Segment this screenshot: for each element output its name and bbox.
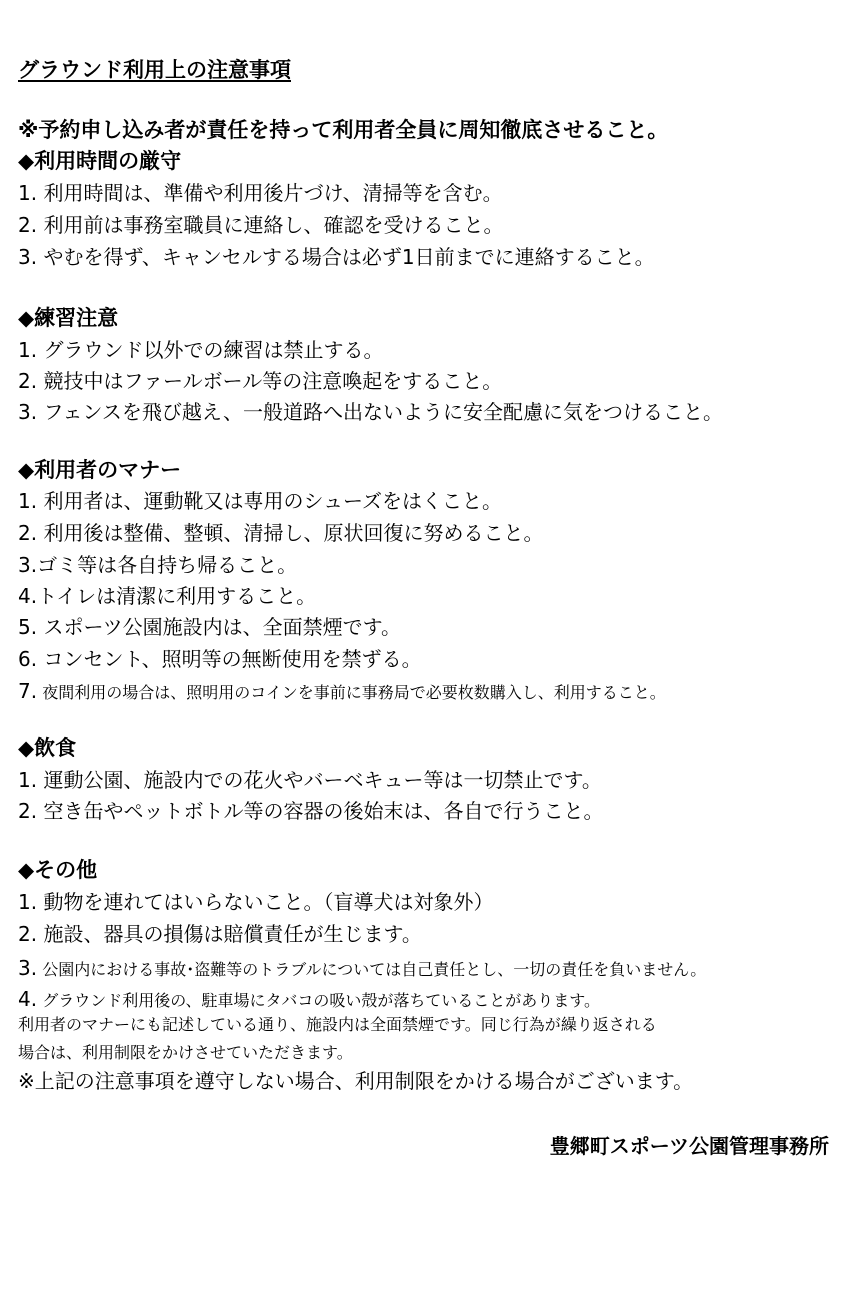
section-heading-usage-time: ◆利用時間の厳守 <box>18 149 182 173</box>
item-number: 3. <box>18 245 38 269</box>
item-text: スポーツ公園施設内は、全面禁煙です。 <box>43 615 402 639</box>
item-text: フェンスを飛び越え、一般道路へ出ないように安全配慮に気をつけること。 <box>43 400 724 424</box>
note-line: 利用者のマナーにも記述している通り、施設内は全面禁煙です。同じ行為が繰り返される <box>18 1015 657 1034</box>
list-item <box>18 892 493 912</box>
item-text: ゴミ等は各自持ち帰ること。 <box>37 553 298 577</box>
list-item <box>18 770 602 790</box>
list-item <box>18 681 666 701</box>
list-item <box>18 586 316 606</box>
item-number: 6. <box>18 647 38 671</box>
item-number: 2. <box>18 213 38 237</box>
item-number: 4. <box>18 987 38 1011</box>
item-text: 競技中はファールボール等の注意喚起をすること。 <box>43 369 503 393</box>
item-number: 1. <box>18 489 38 513</box>
list-item <box>18 649 422 669</box>
note-line: 場合は、利用制限をかけさせていただきます。 <box>18 1043 353 1062</box>
item-text: 施設、器具の損傷は賠償責任が生じます。 <box>43 922 422 946</box>
item-text: やむを得ず、キャンセルする場合は必ず1日前までに連絡すること。 <box>43 245 655 269</box>
document-title: グラウンド利用上の注意事項 <box>18 58 291 82</box>
list-item <box>18 340 383 360</box>
item-number: 5. <box>18 615 38 639</box>
item-text: グラウンド以外での練習は禁止する。 <box>43 338 384 362</box>
item-text: 利用時間は、準備や利用後片づけ、清掃等を含む。 <box>43 181 503 205</box>
list-item <box>18 555 297 575</box>
list-item <box>18 215 503 235</box>
item-text: グラウンド利用後の、駐車場にタバコの吸い殻が落ちていることがあります。 <box>42 991 600 1010</box>
item-number: 2. <box>18 521 38 545</box>
item-number: 1. <box>18 890 38 914</box>
item-number: 1. <box>18 768 38 792</box>
item-text: コンセント、照明等の無断使用を禁ずる。 <box>43 647 422 671</box>
section-heading-food: ◆飲食 <box>18 736 77 760</box>
office-name: 豊郷町スポーツ公園管理事務所 <box>549 1134 829 1158</box>
list-item <box>18 617 401 637</box>
list-item <box>18 958 706 978</box>
list-item <box>18 924 422 944</box>
item-number: 2. <box>18 922 38 946</box>
item-text: 利用後は整備、整頓、清掃し、原状回復に努めること。 <box>43 521 544 545</box>
item-number: 2. <box>18 369 38 393</box>
list-item <box>18 247 655 267</box>
list-item <box>18 402 723 422</box>
item-text: 利用者は、運動靴又は専用のシューズをはくこと。 <box>43 489 503 513</box>
list-item <box>18 183 503 203</box>
item-text: 空き缶やペットボトル等の容器の後始末は、各自で行うこと。 <box>43 799 604 823</box>
item-number: 4. <box>18 584 38 608</box>
section-heading-practice: ◆練習注意 <box>18 306 119 330</box>
item-text: 利用前は事務室職員に連絡し、確認を受けること。 <box>43 213 504 237</box>
item-text: 運動公園、施設内での花火やバーベキュー等は一切禁止です。 <box>43 768 602 792</box>
list-item <box>18 371 502 391</box>
item-text: 動物を連れてはいらないこと。（盲導犬は対象外） <box>43 890 494 914</box>
item-text: 夜間利用の場合は、照明用のコインを事前に事務局で必要枚数購入し、利用すること。 <box>42 683 666 702</box>
list-item <box>18 989 600 1009</box>
item-number: 7. <box>18 679 38 703</box>
item-number: 1. <box>18 338 38 362</box>
item-text: トイレは清潔に利用すること。 <box>37 584 317 608</box>
list-item <box>18 523 543 543</box>
item-text: 公園内における事故･盗難等のトラブルについては自己責任とし、一切の責任を負いません。 <box>42 960 707 979</box>
item-number: 3. <box>18 400 38 424</box>
section-heading-other: ◆その他 <box>18 858 98 882</box>
closing-notice: ※上記の注意事項を遵守しない場合、利用制限をかける場合がございます。 <box>18 1069 694 1093</box>
section-heading-manners: ◆利用者のマナー <box>18 458 182 482</box>
item-number: 3. <box>18 956 38 980</box>
item-number: 2. <box>18 799 38 823</box>
item-number: 1. <box>18 181 38 205</box>
organizer-notice: ※予約申し込み者が責任を持って利用者全員に周知徹底させること。 <box>18 118 669 142</box>
list-item <box>18 491 502 511</box>
item-number: 3. <box>18 553 38 577</box>
list-item <box>18 801 603 821</box>
